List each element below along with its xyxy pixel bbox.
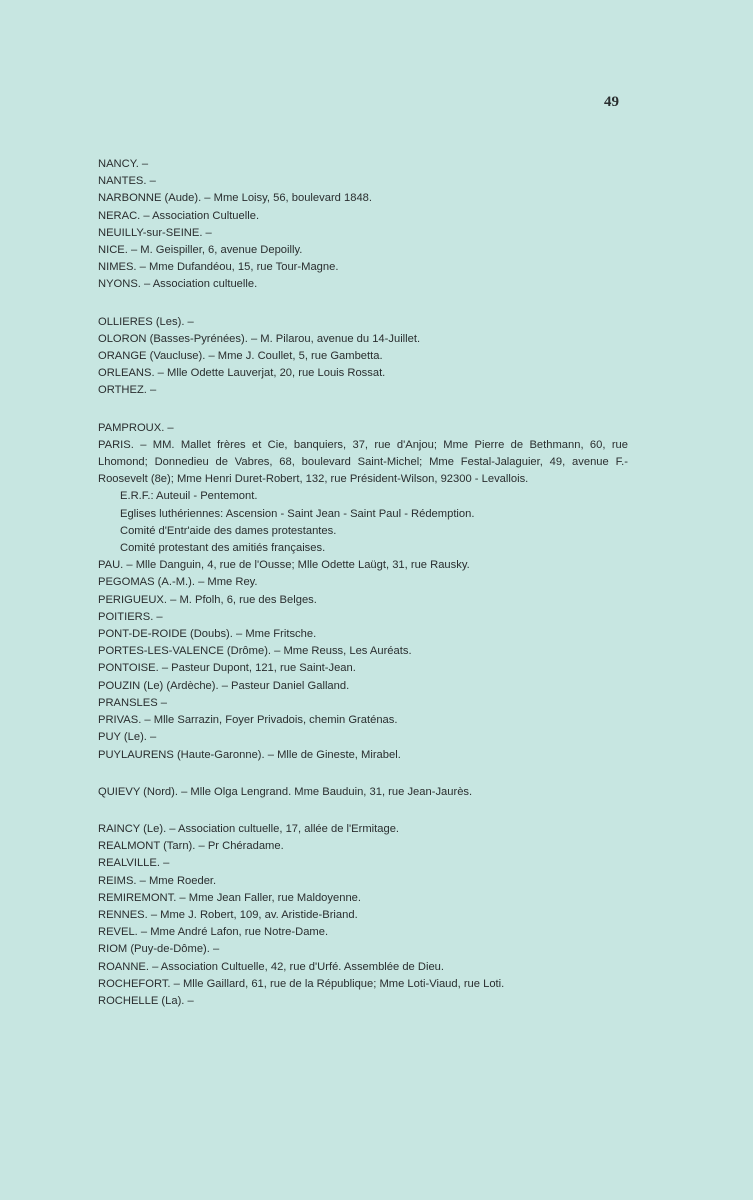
list-item: NANTES. –: [98, 175, 156, 188]
section-p: [98, 420, 628, 764]
list-item: NANCY. –: [98, 158, 149, 170]
list-item: RIOM (Puy-de-Dôme). –: [98, 943, 220, 956]
section-o: [98, 314, 628, 400]
list-item: NEUILLY-sur-SEINE. –: [98, 226, 212, 239]
list-item: NICE. – M. Geispiller, 6, avenue Depoilly.: [98, 244, 303, 257]
list-item: ROCHEFORT. – Mlle Gaillard, 61, rue de la République; Mme Loti-Viaud, rue Loti.: [98, 977, 505, 990]
list-item: ORTHEZ. –: [98, 384, 157, 397]
list-item: REMIREMONT. – Mme Jean Faller, rue Maldoyenne.: [98, 891, 361, 904]
list-item: PAU. – Mlle Danguin, 4, rue de l'Ousse; Mlle Odette Laügt, 31, rue Rausky.: [98, 559, 470, 572]
list-item: REALVILLE. –: [98, 857, 170, 870]
list-item: PAMPROUX. –: [98, 421, 174, 434]
list-item: POUZIN (Le) (Ardèche). – Pasteur Daniel Galland.: [98, 679, 350, 692]
section-gap: [98, 801, 628, 821]
section-q: [98, 784, 628, 801]
list-item: NIMES. – Mme Dufandéou, 15, rue Tour-Magne.: [98, 261, 339, 274]
list-subitem: E.R.F.: Auteuil - Pentemont.: [120, 490, 258, 503]
list-item: PRANSLES –: [98, 696, 168, 709]
list-item: PUY (Le). –: [98, 731, 157, 744]
list-item: PONTOISE. – Pasteur Dupont, 121, rue Saint-Jean.: [98, 662, 356, 675]
list-item: ORANGE (Vaucluse). – Mme J. Coullet, 5, rue Gambetta.: [98, 350, 383, 363]
list-item: RENNES. – Mme J. Robert, 109, av. Aristide-Briand.: [98, 908, 358, 921]
list-item: PERIGUEUX. – M. Pfolh, 6, rue des Belges.: [98, 593, 317, 606]
list-item: ROCHELLE (La). –: [98, 994, 194, 1007]
list-item: REIMS. – Mme Roeder.: [98, 874, 217, 887]
list-item: PONT-DE-ROIDE (Doubs). – Mme Fritsche.: [98, 628, 317, 641]
section-gap: [98, 294, 628, 314]
list-item: RAINCY (Le). – Association cultuelle, 17, allée de l'Ermitage.: [98, 822, 400, 835]
list-item: ORLEANS. – Mlle Odette Lauverjat, 20, rue Louis Rossat.: [98, 367, 386, 380]
list-subitem: Eglises luthériennes: Ascension - Saint Jean - Saint Paul - Rédemption.: [120, 507, 475, 520]
list-item: NYONS. – Association cultuelle.: [98, 278, 258, 291]
section-n: [98, 156, 628, 294]
list-item: REALMONT (Tarn). – Pr Chéradame.: [98, 840, 284, 853]
list-item: REVEL. – Mme André Lafon, rue Notre-Dame.: [98, 926, 329, 939]
list-item-paris: PARIS. – MM. Mallet frères et Cie, banquiers, 37, rue d'Anjou; Mme Pierre de Bethmann, 60, rue Lhomond; Donnedieu de Vabres, 68, boulevard Saint-Michel; Mme Festal-Jalaguier, 49, avenue F.-Roosevelt (8e); Mme Henri Duret-Robert, 132, rue Président-Wilson, 92300 - Levallois.: [98, 438, 628, 486]
list-item: PEGOMAS (A.-M.). – Mme Rey.: [98, 576, 258, 589]
list-item: QUIEVY (Nord). – Mlle Olga Lengrand. Mme Bauduin, 31, rue Jean-Jaurès.: [98, 785, 473, 798]
list-item: PRIVAS. – Mlle Sarrazin, Foyer Privadois, chemin Graténas.: [98, 714, 398, 727]
list-item: ROANNE. – Association Cultuelle, 42, rue d'Urfé. Assemblée de Dieu.: [98, 960, 445, 973]
list-item: PORTES-LES-VALENCE (Drôme). – Mme Reuss, Les Auréats.: [98, 645, 412, 658]
list-item: NARBONNE (Aude). – Mme Loisy, 56, boulevard 1848.: [98, 192, 373, 205]
directory-list: [98, 156, 628, 1010]
list-item: OLLIERES (Les). –: [98, 315, 194, 328]
list-item: POITIERS. –: [98, 610, 163, 623]
section-gap: [98, 764, 628, 784]
list-item: OLORON (Basses-Pyrénées). – M. Pilarou, avenue du 14-Juillet.: [98, 332, 421, 345]
list-item: PUYLAURENS (Haute-Garonne). – Mlle de Gineste, Mirabel.: [98, 748, 401, 761]
section-gap: [98, 400, 628, 420]
list-subitem: Comité protestant des amitiés françaises.: [120, 542, 326, 555]
page-number: 49: [604, 94, 619, 110]
list-subitem: Comité d'Entr'aide des dames protestantes.: [120, 524, 337, 537]
list-item: NERAC. – Association Cultuelle.: [98, 209, 260, 222]
section-r: [98, 821, 628, 1010]
